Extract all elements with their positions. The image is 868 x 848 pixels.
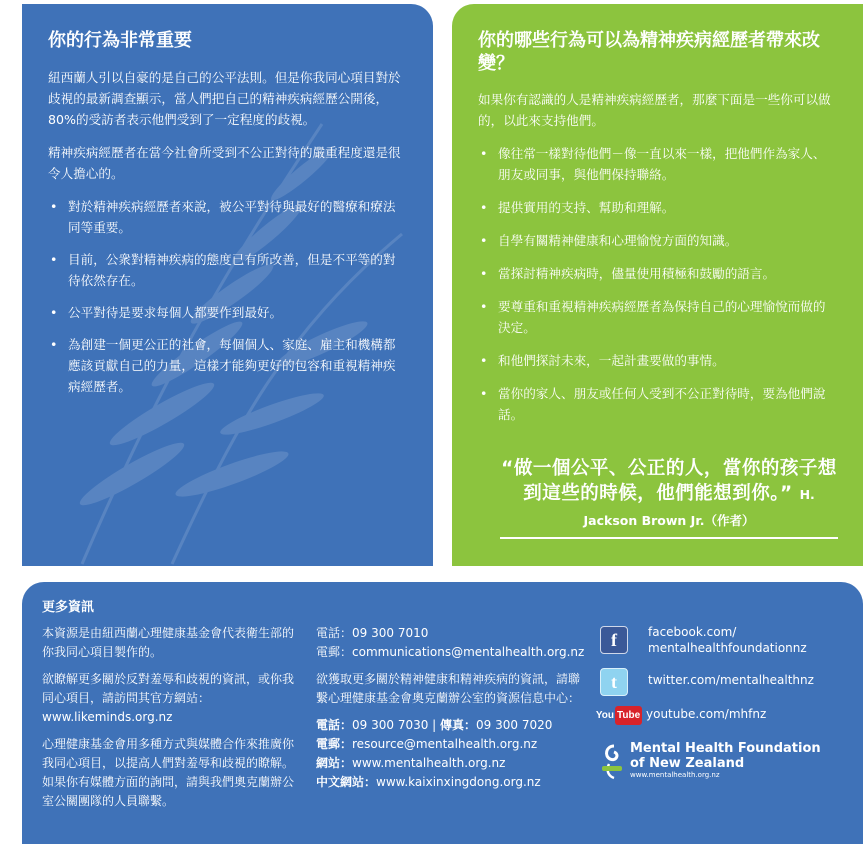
- left-paragraph: 紐西蘭人引以自豪的是自己的公平法則。但是你我同心項目對於歧視的最新調查顯示，當人們把自己的精神疾病經歷公開後，80%的受訪者表示他們受到了一定程度的歧視。: [48, 69, 401, 127]
- facebook-row[interactable]: [600, 624, 850, 656]
- more-info-panel: [22, 582, 863, 844]
- twitter-icon[interactable]: t: [600, 668, 628, 696]
- cn-web-link[interactable]: www.kaixinxingdong.org.nz: [376, 775, 541, 789]
- right-bullet-list: [478, 143, 837, 425]
- left-panel: [22, 4, 433, 566]
- youtube-row[interactable]: [595, 706, 850, 724]
- list-item: • 提供實用的支持、幫助和理解。: [480, 200, 675, 215]
- email-link[interactable]: communications@mentalhealth.org.nz: [352, 645, 585, 659]
- youtube-icon[interactable]: You Tube: [600, 706, 638, 724]
- left-title: 你的行為非常重要: [48, 30, 192, 51]
- phone2-label: 電話：: [316, 718, 353, 732]
- right-title: 你的哪些行為可以為精神疾病經歷者帶來改變？: [478, 30, 820, 74]
- list-item: • 像往常一樣對待他們－像一直以來一樣，把他們作為家人、朋友或同事，與他們保持聯絡。: [480, 146, 826, 182]
- twitter-link[interactable]: twitter.com/mentalhealthnz: [648, 673, 814, 687]
- logo-line-1: Mental Health Foundation: [630, 740, 821, 756]
- fax-label: 傳真：: [440, 718, 477, 732]
- web-link[interactable]: www.mentalhealth.org.nz: [352, 756, 506, 770]
- email2-link[interactable]: resource@mentalhealth.org.nz: [352, 737, 538, 751]
- fax-value: 09 300 7020: [476, 718, 553, 732]
- info-paragraph: 本資源是由紐西蘭心理健康基金會代表衛生部的你我同心項目製作的。: [42, 626, 295, 659]
- quote-author: H. Jackson Brown Jr.（作者）: [583, 487, 815, 528]
- list-item: • 自學有關精神健康和心理愉悅方面的知識。: [480, 233, 738, 248]
- info-paragraph: 欲瞭解更多關於反對羞辱和歧視的資訊，或你我同心項目，請訪問其官方網站：www.likeminds.org.nz: [42, 672, 295, 724]
- list-item: • 和他們探討未來，一起計畫要做的事情。: [480, 353, 725, 368]
- email-label: 電郵：: [316, 645, 353, 659]
- info-column-2: [316, 624, 586, 800]
- phone-label: 電話：: [316, 626, 353, 640]
- list-item: • 為創建一個更公正的社會，每個個人、家庭、雇主和機構都應該貢獻自己的力量，這樣才能夠更好的包容和重視精神疾病經歷者。: [50, 336, 396, 394]
- right-intro: 如果你有認識的人是精神疾病經歷者，那麼下面是一些你可以做的，以此來支持他們。: [478, 92, 831, 128]
- list-item: • 要尊重和重視精神疾病經歷者為保持自己的心理愉悅而做的決定。: [480, 299, 826, 335]
- twitter-row[interactable]: [600, 666, 850, 696]
- mhf-logo-icon: [600, 740, 626, 780]
- mhf-logo: [600, 740, 850, 780]
- logo-url: www.mentalhealth.org.nz: [630, 770, 720, 779]
- logo-line-2: of New Zealand: [630, 755, 745, 771]
- email2-label: 電郵：: [316, 737, 353, 751]
- list-item: • 公平對待是要求每個人都要作到最好。: [50, 304, 283, 320]
- web-label: 網站：: [316, 756, 353, 770]
- cn-web-label: 中文網站：: [316, 775, 377, 789]
- more-info-title: 更多資訊: [42, 600, 95, 615]
- info-column-1: [42, 624, 302, 819]
- list-item: • 當探討精神疾病時，儘量使用積極和鼓勵的語言。: [480, 266, 776, 281]
- right-panel: [452, 4, 863, 566]
- phone2-value: 09 300 7030 |: [352, 718, 441, 732]
- facebook-icon[interactable]: f: [600, 626, 628, 654]
- quote-block: [500, 456, 838, 539]
- left-paragraph: 精神疾病經歷者在當今社會所受到不公正對待的嚴重程度還是很令人擔心的。: [48, 144, 401, 181]
- info-paragraph: 心理健康基金會用多種方式與媒體合作來推廣你我同心項目，以提高人們對羞辱和歧視的瞭解。如果你有媒體方面的詢問，請與我們奧克蘭辦公室公關團隊的人員聯繫。: [42, 737, 295, 808]
- resource-paragraph: 欲獲取更多關於精神健康和精神疾病的資訊，請聯繫心理健康基金會奧克蘭辦公室的資源信息中心：: [316, 672, 581, 705]
- social-column: [595, 624, 850, 780]
- phone-value: 09 300 7010: [352, 626, 429, 640]
- list-item: • 當你的家人、朋友或任何人受到不公正對待時，要為他們說話。: [480, 386, 826, 422]
- facebook-link[interactable]: facebook.com/ mentalhealthfoundationnz: [648, 625, 807, 655]
- list-item: • 對於精神疾病經歷者來說，被公平對待與最好的醫療和療法同等重要。: [50, 198, 396, 235]
- list-item: • 目前，公衆對精神疾病的態度已有所改善，但是不平等的對待依然存在。: [50, 251, 396, 288]
- youtube-link[interactable]: youtube.com/mhfnz: [646, 707, 767, 721]
- left-bullet-list: [48, 196, 407, 397]
- quote-text: “做一個公平、公正的人，當你的孩子想到這些的時候，他們能想到你。” H. Jackson Brown Jr.（作者）: [501, 458, 837, 528]
